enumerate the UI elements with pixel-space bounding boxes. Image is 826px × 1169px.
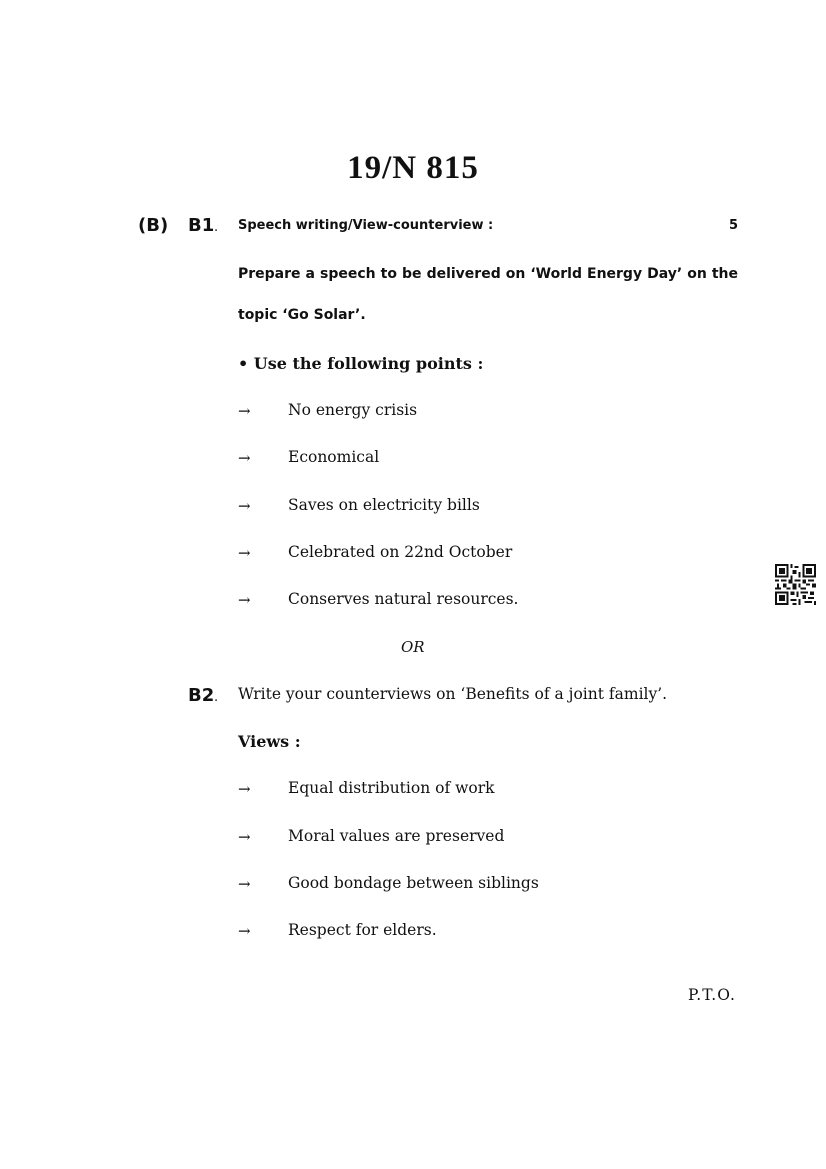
- prompt-b1-line1: Prepare a speech to be delivered on ‘World Energy Day’ on the: [238, 266, 738, 282]
- section-label: (B): [138, 215, 169, 236]
- qr-code-icon: [775, 564, 816, 605]
- arrow-icon: →: [238, 875, 251, 893]
- question-number-b2: B2: [188, 685, 215, 706]
- view-item: Moral values are preserved: [288, 827, 505, 845]
- question-number-b1: B1: [188, 215, 215, 236]
- view-item: Respect for elders.: [288, 921, 437, 939]
- view-item: Equal distribution of work: [288, 779, 495, 797]
- point-item: Conserves natural resources.: [288, 590, 519, 608]
- arrow-icon: →: [238, 591, 251, 609]
- or-divider: OR: [401, 638, 425, 656]
- views-heading: Views :: [238, 732, 301, 751]
- prompt-b1-line2: topic ‘Go Solar’.: [238, 307, 366, 323]
- prompt-b2: Write your counterviews on ‘Benefits of a joint family’.: [238, 685, 668, 703]
- arrow-icon: →: [238, 497, 251, 515]
- arrow-icon: →: [238, 402, 251, 420]
- arrow-icon: →: [238, 828, 251, 846]
- point-item: Celebrated on 22nd October: [288, 543, 513, 561]
- arrow-icon: →: [238, 449, 251, 467]
- footer-pto: P.T.O.: [688, 986, 736, 1004]
- point-item: Economical: [288, 448, 380, 466]
- point-item: No energy crisis: [288, 401, 418, 419]
- question-number-b1-dot: .: [214, 220, 219, 235]
- question-heading-b1: Speech writing/View-counterview :: [238, 218, 494, 233]
- question-number-b2-dot: .: [214, 690, 219, 705]
- arrow-icon: →: [238, 922, 251, 940]
- marks-b1: 5: [729, 218, 739, 233]
- arrow-icon: →: [238, 544, 251, 562]
- view-item: Good bondage between siblings: [288, 874, 539, 892]
- page-title: 19/N 815: [347, 150, 479, 186]
- points-heading: • Use the following points :: [238, 354, 484, 373]
- point-item: Saves on electricity bills: [288, 496, 480, 514]
- arrow-icon: →: [238, 780, 251, 798]
